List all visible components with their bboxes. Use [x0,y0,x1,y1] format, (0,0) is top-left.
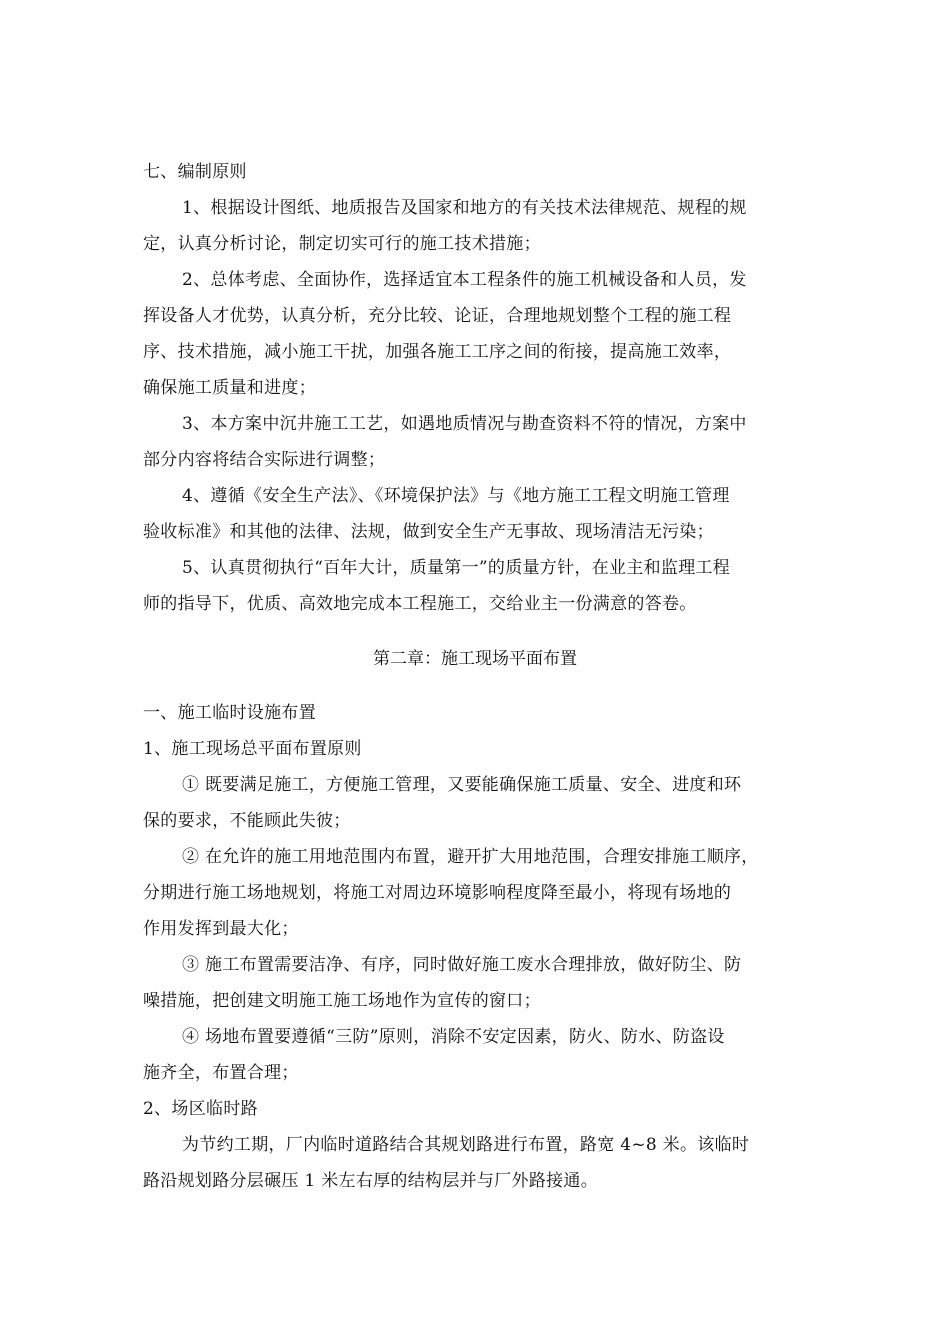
layout-item-2-line-3: 作用发挥到最大化； [143,919,299,939]
layout-item-3-line-1: ③ 施工布置需要洁净、有序，同时做好施工废水合理排放，做好防尘、防 [182,955,742,975]
layout-item-3-line-2: 噪措施，把创建文明施工施工场地作为宣传的窗口； [143,991,541,1011]
principle-4-line-2: 验收标准》和其他的法律、法规，做到安全生产无事故、现场清洁无污染； [143,522,714,542]
principle-3-line-1: 3、本方案中沉井施工工艺，如遇地质情况与勘查资料不符的情况，方案中 [182,414,747,434]
subsection-1-1-heading: 1、施工现场总平面布置原则 [143,739,362,759]
principle-1-line-1: 1、根据设计图纸、地质报告及国家和地方的有关技术法律规范、规程的规 [182,198,747,218]
principle-5-line-2: 师的指导下，优质、高效地完成本工程施工，交给业主一份满意的答卷。 [143,594,697,614]
layout-item-2-line-2: 分期进行施工场地规划，将施工对周边环境影响程度降至最小，将现有场地的 [143,883,732,903]
temporary-road-line-1: 为节约工期，厂内临时道路结合其规划路进行布置，路宽 4~8 米。该临时 [182,1135,750,1155]
layout-item-4-line-1: ④ 场地布置要遵循“三防”原则，消除不安定因素，防火、防水、防盗设 [182,1027,725,1047]
layout-item-4-line-2: 施齐全，布置合理； [143,1063,299,1083]
principle-3-line-2: 部分内容将结合实际进行调整； [143,450,386,470]
layout-item-1-line-2: 保的要求，不能顾此失彼； [143,811,351,831]
subsection-1-heading: 一、施工临时设施布置 [143,703,316,723]
principle-2-line-1: 2、总体考虑、全面协作，选择适宜本工程条件的施工机械设备和人员，发 [182,270,747,290]
layout-item-2-line-1: ② 在允许的施工用地范围内布置，避开扩大用地范围，合理安排施工顺序， [182,847,759,867]
principle-4-line-1: 4、遵循《安全生产法》、《环境保护法》与《地方施工工程文明施工管理 [182,486,730,506]
principle-2-line-3: 序、技术措施，减小施工干扰，加强各施工工序之间的衔接，提高施工效率， [143,342,732,362]
principle-2-line-4: 确保施工质量和进度； [143,378,316,398]
principle-5-line-1: 5、认真贯彻执行“百年大计，质量第一”的质量方针，在业主和监理工程 [182,558,731,578]
principle-2-line-2: 挥设备人才优势，认真分析，充分比较、论证，合理地规划整个工程的施工程 [143,306,732,326]
chapter-2-title: 第二章：施工现场平面布置 [373,649,577,669]
layout-item-1-line-1: ① 既要满足施工，方便施工管理，又要能确保施工质量、安全、进度和环 [182,775,742,795]
section-7-heading: 七、编制原则 [143,162,247,182]
principle-1-line-2: 定，认真分析讨论，制定切实可行的施工技术措施； [143,234,541,254]
subsection-2-heading: 2、场区临时路 [143,1099,258,1119]
temporary-road-line-2: 路沿规划路分层碾压 1 米左右厚的结构层并与厂外路接通。 [143,1171,599,1191]
